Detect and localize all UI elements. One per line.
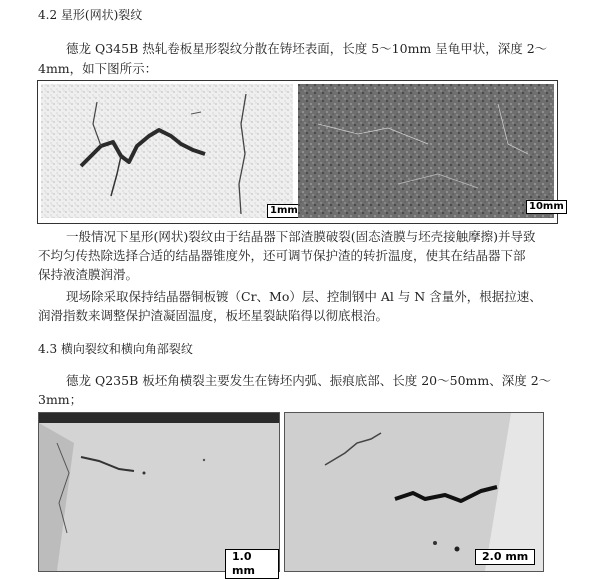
scale-bar-right: 10mm (526, 200, 567, 214)
transverse-crack-micrograph-left (38, 412, 280, 577)
scale-bar-lower-right: 2.0 mm (475, 549, 535, 565)
body-line-5: 润滑指数来调整保护渣凝固温度，板坯星裂缺陷得以彻底根治。 (38, 308, 389, 323)
section-heading-4-2: 4.2 星形(网状)裂纹 (38, 8, 143, 22)
crack-image-right (298, 84, 554, 218)
crack-image-lower-right (285, 413, 543, 571)
scale-bar-lower-left: 1.0 mm (225, 549, 279, 579)
intro-line-3: 德龙 Q235B 板坯角横裂主要发生在铸坯内弧、振痕底部、长度 20～50mm、深度 2～ (66, 373, 552, 388)
intro-line-2: 4mm，如下图所示： (38, 61, 158, 76)
star-crack-figure (37, 80, 564, 224)
intro-line-1: 德龙 Q345B 热轧卷板星形裂纹分散在铸坯表面，长度 5～10mm 呈龟甲状，深度 2～ (66, 41, 548, 56)
intro-line-4: 3mm； (38, 392, 83, 407)
crack-image-lower-left (39, 413, 279, 571)
crack-image-left (41, 84, 293, 218)
section-heading-4-3: 4.3 横向裂纹和横向角部裂纹 (38, 342, 193, 356)
scale-bar-left: 1mm (267, 204, 301, 218)
star-crack-micrograph-left (41, 84, 298, 218)
star-crack-micrograph-right (298, 84, 564, 218)
transverse-crack-micrograph-right (284, 412, 544, 572)
body-line-4: 现场除采取保持结晶器铜板镀（Cr、Mo）层、控制钢中 Al 与 N 含量外，根据拉速、 (66, 289, 542, 304)
body-line-3: 保持液渣膜润滑。 (38, 267, 139, 282)
body-line-1: 一般情况下星形(网状)裂纹由于结晶器下部渣膜破裂(固态渣膜与坯壳接触摩擦)并导致 (66, 229, 536, 244)
body-line-2: 不均匀传热除选择合适的结晶器锥度外，还可调节保护渣的转折温度，使其在结晶器下部 (38, 248, 526, 263)
